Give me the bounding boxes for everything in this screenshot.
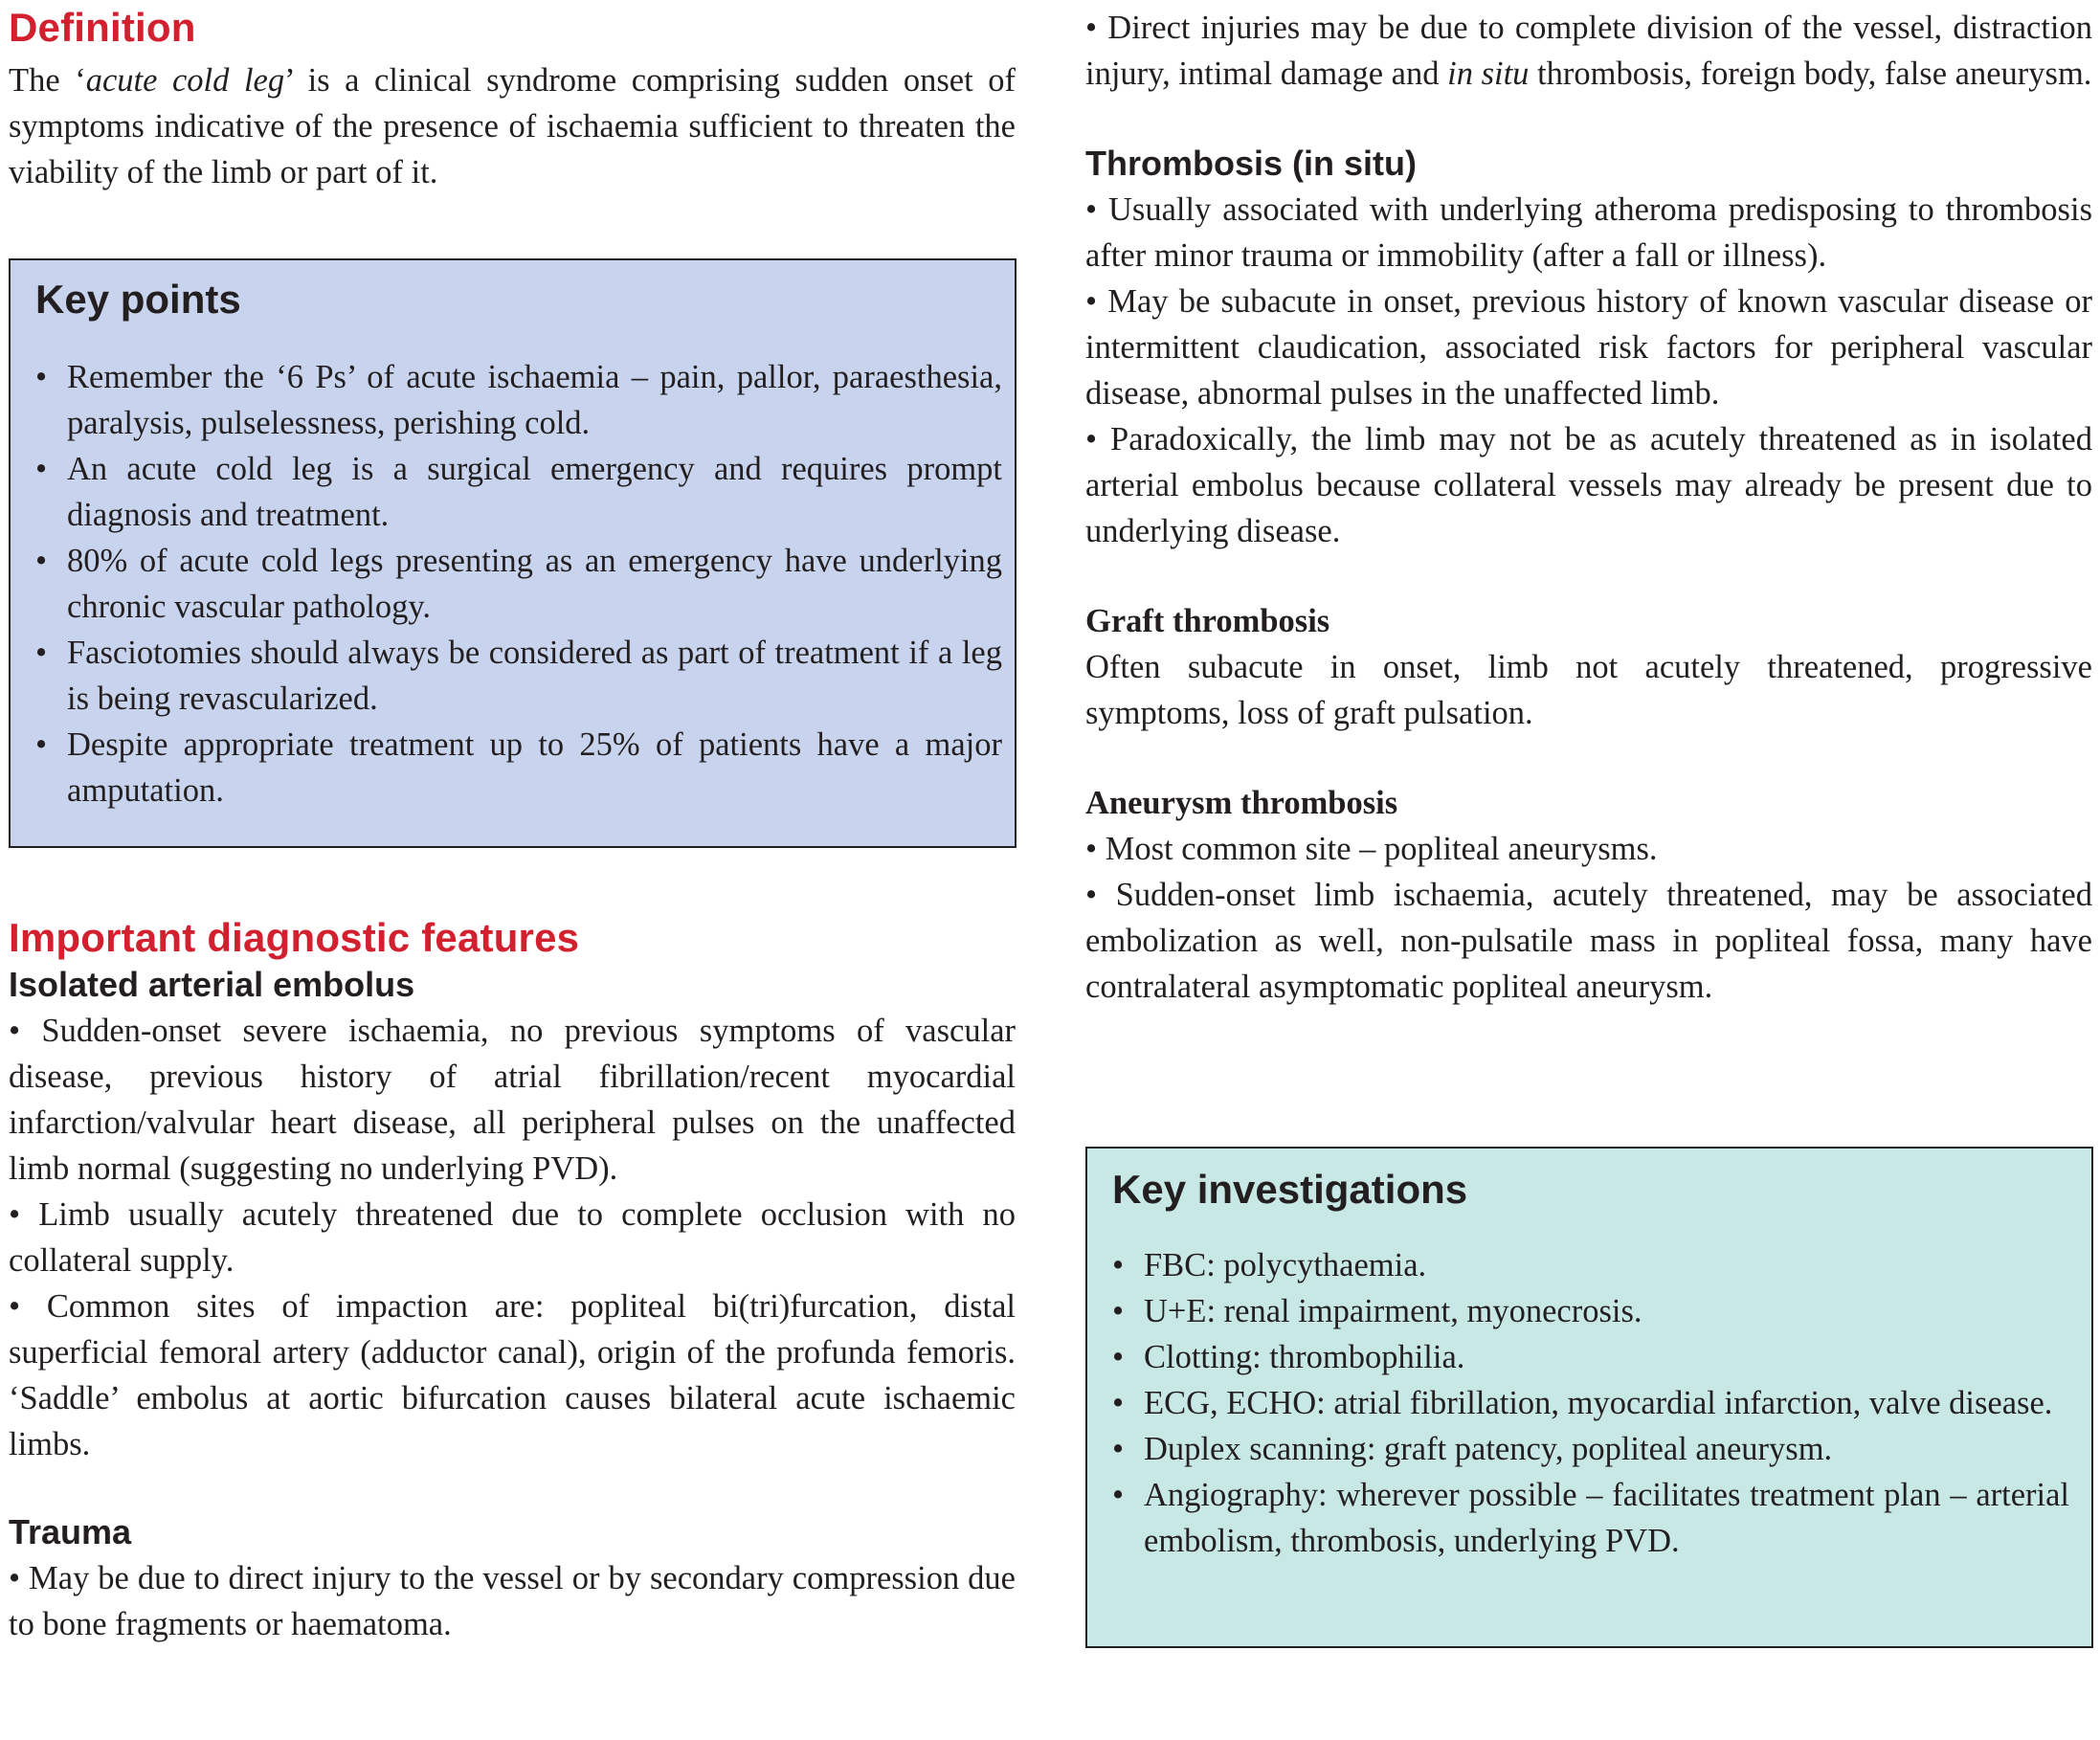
key-point-text: Despite appropriate treatment up to 25% of patients have a major amputation. — [67, 726, 1002, 809]
definition-text-pre: The ‘ — [9, 62, 86, 99]
thrombosis-heading: Thrombosis (in situ) — [1085, 144, 1417, 183]
investigation-text: Angiography: wherever possible – facilitates treatment plan – arterial embolism, thrombosis, underlying PVD. — [1144, 1477, 2069, 1559]
investigation-item — [1112, 1242, 2069, 1288]
trauma-continued-paragraph — [1085, 5, 2092, 97]
definition-heading: Definition — [9, 5, 196, 50]
investigation-text: U+E: renal impairment, myonecrosis. — [1144, 1293, 1642, 1329]
key-point-text: Remember the ‘6 Ps’ of acute ischaemia – pain, pallor, paraesthesia, paralysis, pulselessness, perishing cold. — [67, 359, 1002, 441]
definition-term: acute cold leg — [85, 62, 285, 99]
key-point-text: An acute cold leg is a surgical emergency and requires prompt diagnosis and treatment. — [67, 451, 1002, 533]
key-point-item — [35, 446, 1002, 538]
bullet-icon: • — [1112, 1477, 1125, 1513]
investigation-item — [1112, 1288, 2069, 1334]
aneurysm-paragraph: • Most common site – popliteal aneurysms. — [1085, 831, 1658, 867]
investigation-item — [1112, 1380, 2069, 1426]
key-point-text: 80% of acute cold legs presenting as an emergency have underlying chronic vascular pathology. — [67, 543, 1002, 625]
trauma-cont-post: thrombosis, foreign body, false aneurysm. — [1529, 56, 2092, 92]
investigation-text: FBC: polycythaemia. — [1144, 1247, 1427, 1283]
in-situ-term: in situ — [1447, 56, 1530, 92]
aneurysm-heading: Aneurysm thrombosis — [1085, 785, 1398, 821]
investigation-text: Clotting: thrombophilia. — [1144, 1339, 1465, 1375]
diagnostic-section — [9, 914, 1016, 1647]
bullet-icon: • — [1112, 1431, 1125, 1467]
key-points-box — [9, 258, 1016, 848]
embolus-paragraph: • Common sites of impaction are: popliteal bi(tri)furcation, distal superficial femoral artery (adductor canal), origin of the profunda femoris. ‘Saddle’ embolus at aortic bifurcation causes bilateral acute ischaemic limbs. — [9, 1288, 1016, 1462]
trauma-paragraph: • May be due to direct injury to the vessel or by secondary compression due to bone fragments or haematoma. — [9, 1560, 1016, 1642]
key-point-item — [35, 538, 1002, 630]
investigation-text: Duplex scanning: graft patency, popliteal aneurysm. — [1144, 1431, 1833, 1467]
thrombosis-paragraph: • Paradoxically, the limb may not be as acutely threatened as in isolated arterial embolus because collateral vessels may already be present due to underlying disease. — [1085, 421, 2092, 549]
graft-heading: Graft thrombosis — [1085, 603, 1330, 639]
investigation-text: ECG, ECHO: atrial fibrillation, myocardial infarction, valve disease. — [1144, 1385, 2053, 1421]
key-point-text: Fasciotomies should always be considered as part of treatment if a leg is being revascularized. — [67, 635, 1002, 717]
key-points-list — [35, 354, 1002, 814]
bullet-icon: • — [1112, 1293, 1125, 1329]
investigation-item — [1112, 1334, 2069, 1380]
embolus-heading: Isolated arterial embolus — [9, 965, 415, 1004]
thrombosis-paragraph: • May be subacute in onset, previous history of known vascular disease or intermittent claudication, associated risk factors for peripheral vascular disease, abnormal pulses in the unaffected limb. — [1085, 283, 2092, 412]
key-investigations-list — [1112, 1242, 2069, 1564]
definition-text — [9, 57, 1016, 195]
bullet-icon: • — [35, 635, 48, 671]
key-point-item — [35, 354, 1002, 446]
graft-text: Often subacute in onset, limb not acutely threatened, progressive symptoms, loss of graft pulsation. — [1085, 649, 2092, 731]
key-investigations-title: Key investigations — [1112, 1167, 1468, 1212]
diagnostic-heading: Important diagnostic features — [9, 915, 580, 960]
bullet-icon: • — [1112, 1247, 1125, 1283]
definition-text-post: ’ is a clinical syndrome comprising sudden onset of symptoms indicative of the presence of ischaemia sufficient to threaten the viability of the limb or part of it. — [9, 62, 1016, 190]
thrombosis-paragraph: • Usually associated with underlying atheroma predisposing to thrombosis after minor trauma or immobility (after a fall or illness). — [1085, 191, 2092, 274]
key-point-item — [35, 722, 1002, 814]
right-column — [1085, 5, 2092, 1010]
aneurysm-paragraph: • Sudden-onset limb ischaemia, acutely threatened, may be associated embolization as well, non-pulsatile mass in popliteal fossa, many have contralateral asymptomatic popliteal aneurysm. — [1085, 877, 2092, 1005]
key-point-item — [35, 630, 1002, 722]
key-investigations-box — [1085, 1147, 2093, 1648]
investigation-item — [1112, 1426, 2069, 1472]
bullet-icon: • — [35, 543, 48, 579]
bullet-icon: • — [1112, 1339, 1125, 1375]
bullet-icon: • — [35, 726, 48, 763]
bullet-icon: • — [35, 359, 48, 395]
embolus-paragraph: • Sudden-onset severe ischaemia, no previous symptoms of vascular disease, previous history of atrial fibrillation/recent myocardial infarction/valvular heart disease, all peripheral pulses on the unaffected limb normal (suggesting no underlying PVD). — [9, 1013, 1016, 1187]
embolus-paragraph: • Limb usually acutely threatened due to complete occlusion with no collateral supply. — [9, 1196, 1016, 1279]
bullet-icon: • — [1112, 1385, 1125, 1421]
investigation-item — [1112, 1472, 2069, 1564]
key-points-title: Key points — [35, 277, 241, 322]
trauma-cont-pre: • Direct injuries may be due to complete division of the vessel, distraction injury, intimal damage and — [1085, 10, 2092, 92]
bullet-icon: • — [35, 451, 48, 487]
trauma-heading: Trauma — [9, 1512, 132, 1551]
